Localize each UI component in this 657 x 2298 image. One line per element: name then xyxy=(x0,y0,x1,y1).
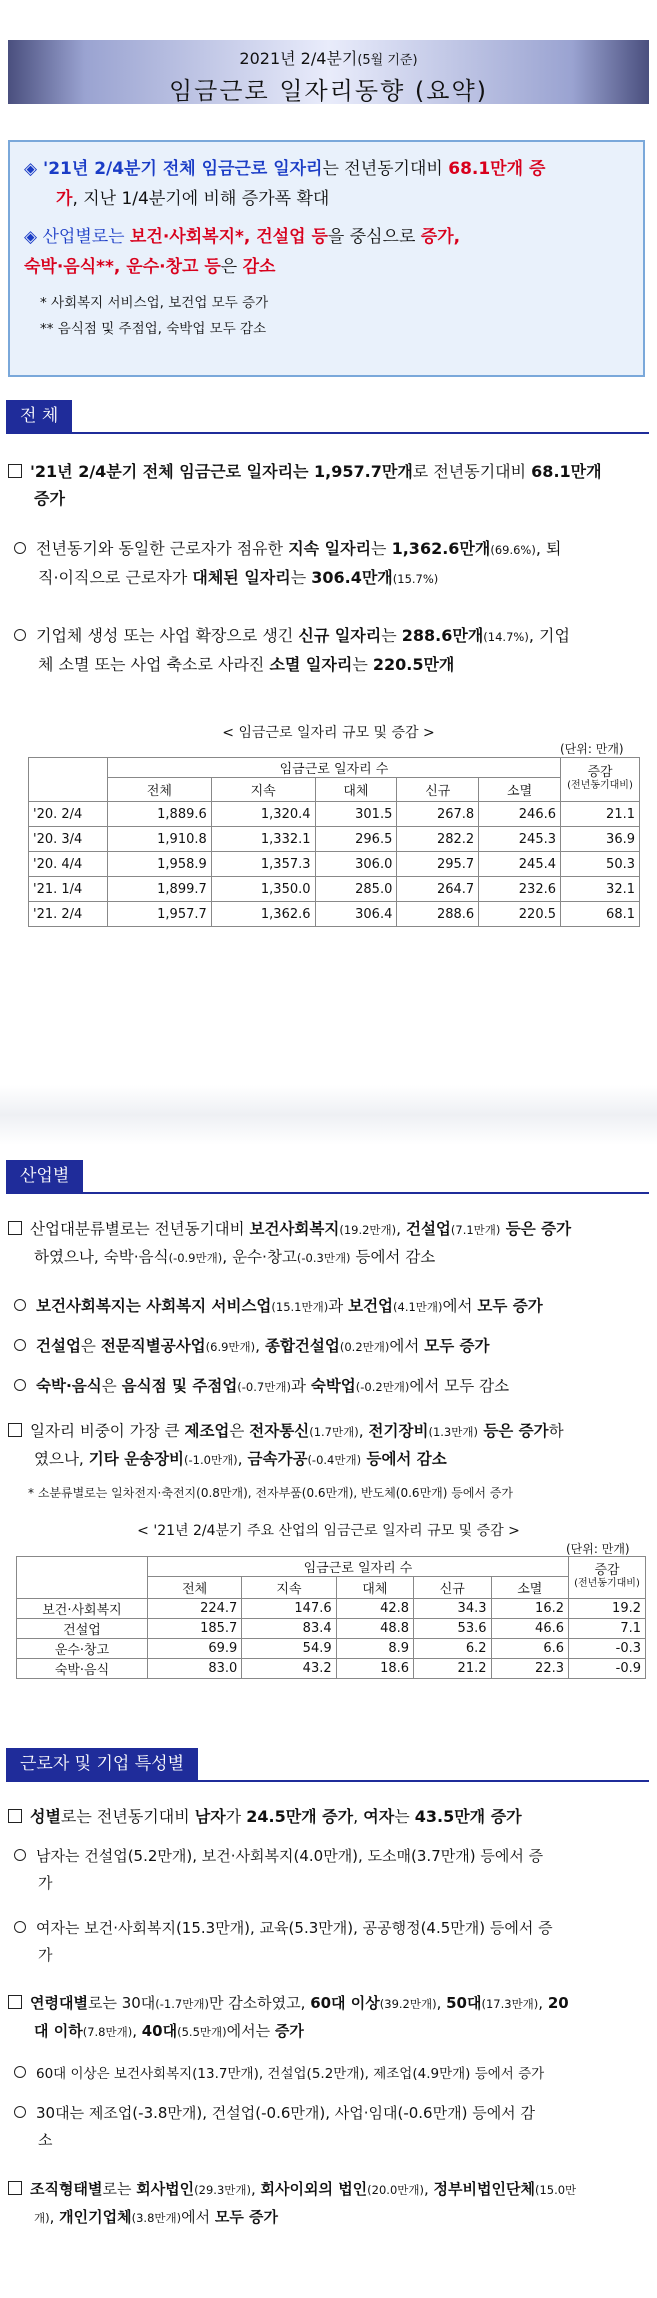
table-cell: 301.5 xyxy=(315,802,397,827)
table-cell: 1,320.4 xyxy=(211,802,315,827)
col-group-jobs: 임금근로 일자리 수 xyxy=(108,758,561,778)
title-banner xyxy=(8,40,649,104)
industry-para-2: 보건사회복지는 사회복지 서비스업(15.1만개)과 보건업(4.1만개)에서 모두 증가 xyxy=(14,1293,654,1321)
worker-para-2: 남자는 건설업(5.2만개), 보건·사회복지(4.0만개), 도소매(3.7만개) 등에서 증 가 xyxy=(14,1843,654,1897)
row-label: 숙박·음식 xyxy=(17,1659,148,1679)
industry-jobs-table xyxy=(16,1556,646,1679)
table-cell: 19.2 xyxy=(569,1599,646,1619)
table-cell: 232.6 xyxy=(479,877,561,902)
checkbox-bullet-icon xyxy=(8,1423,22,1437)
overall-para-3: 기업체 생성 또는 사업 확장으로 생긴 신규 일자리는 288.6만개(14.7%), 기업 체 소멸 또는 사업 축소로 사라진 소멸 일자리는 220.5만개 xyxy=(14,622,649,678)
row-label: '20. 4/4 xyxy=(29,852,108,877)
table-cell: 282.2 xyxy=(397,827,479,852)
overall-para-2: 전년동기와 동일한 근로자가 점유한 지속 일자리는 1,362.6만개(69.6%), 퇴 직·이직으로 근로자가 대체된 일자리는 306.4만개(15.7%) xyxy=(14,535,649,593)
table-cell: 1,362.6 xyxy=(211,902,315,927)
worker-para-6: 30대는 제조업(-3.8만개), 건설업(-0.6만개), 사업·임대(-0.6만개) 등에서 감 소 xyxy=(14,2100,654,2154)
col-change: 증감 (전년동기대비) xyxy=(569,1557,646,1599)
section-header-worker xyxy=(6,1748,649,1782)
row-label: '21. 2/4 xyxy=(29,902,108,927)
table-cell: 53.6 xyxy=(414,1619,491,1639)
table-cell: 245.3 xyxy=(479,827,561,852)
circle-bullet-icon xyxy=(14,2106,26,2118)
summary-line-1: ◈ '21년 2/4분기 전체 임금근로 일자리는 전년동기대비 68.1만개 증 xyxy=(24,159,546,179)
row-label: 보건·사회복지 xyxy=(17,1599,148,1619)
table-cell: 22.3 xyxy=(491,1659,569,1679)
table-cell: 264.7 xyxy=(397,877,479,902)
col-repl: 대체 xyxy=(315,778,397,802)
table-cell: 306.4 xyxy=(315,902,397,927)
table-cell: 42.8 xyxy=(336,1599,413,1619)
table-cell: 16.2 xyxy=(491,1599,569,1619)
table-cell: 7.1 xyxy=(569,1619,646,1639)
table-cell: 1,357.3 xyxy=(211,852,315,877)
industry-para-1: 산업대분류별로는 전년동기대비 보건사회복지(19.2만개), 건설업(7.1만개) 등은 증가 하였으나, 숙박·음식(-0.9만개), 운수·창고(-0.3만개) 등에서 감소 xyxy=(8,1216,653,1272)
table-cell: 185.7 xyxy=(148,1619,242,1639)
industry-para-3: 건설업은 전문직별공사업(6.9만개), 종합건설업(0.2만개)에서 모두 증가 xyxy=(14,1333,654,1361)
table-cell: 220.5 xyxy=(479,902,561,927)
circle-bullet-icon xyxy=(14,2066,26,2078)
table-row xyxy=(29,877,640,902)
table-cell: 46.6 xyxy=(491,1619,569,1639)
checkbox-bullet-icon xyxy=(8,1809,22,1823)
col-gone: 소멸 xyxy=(491,1577,569,1599)
table-cell: 1,910.8 xyxy=(108,827,212,852)
col-total: 전체 xyxy=(148,1577,242,1599)
table-row xyxy=(29,802,640,827)
table-row xyxy=(17,1639,646,1659)
table-cell: 6.6 xyxy=(491,1639,569,1659)
col-group-jobs: 임금근로 일자리 수 xyxy=(148,1557,569,1577)
checkbox-bullet-icon xyxy=(8,1995,22,2009)
table-cell: 1,958.9 xyxy=(108,852,212,877)
checkbox-bullet-icon xyxy=(8,2181,22,2195)
row-label: '20. 3/4 xyxy=(29,827,108,852)
table-cell: 21.2 xyxy=(414,1659,491,1679)
worker-para-4: 연령대별로는 30대(-1.7만개)만 감소하였고, 60대 이상(39.2만개), 50대(17.3만개), 20 대 이하(7.8만개), 40대(5.5만개)에서는 증가 xyxy=(8,1990,653,2046)
circle-bullet-icon xyxy=(14,1921,26,1933)
circle-bullet-icon xyxy=(14,542,26,554)
table-cell: -0.3 xyxy=(569,1639,646,1659)
row-label: 건설업 xyxy=(17,1619,148,1639)
overall-para-1: '21년 2/4분기 전체 임금근로 일자리는 1,957.7만개로 전년동기대비 68.1만개 증가 xyxy=(8,458,648,512)
circle-bullet-icon xyxy=(14,1299,26,1311)
industry-para-5: 일자리 비중이 가장 큰 제조업은 전자통신(1.7만개), 전기장비(1.3만개) 등은 증가하 였으나, 기타 운송장비(-1.0만개), 금속가공(-0.4만개) 등에서 감소 xyxy=(8,1418,653,1474)
table-row xyxy=(17,1599,646,1619)
section-header-industry xyxy=(6,1160,649,1194)
summary-box xyxy=(8,140,645,377)
table-cell: 50.3 xyxy=(561,852,640,877)
table-cell: 43.2 xyxy=(242,1659,336,1679)
page-divider xyxy=(0,1085,657,1145)
summary-line-4: 숙박·음식**, 운수·창고 등은 감소 xyxy=(24,257,276,277)
industry-table-caption: < '21년 2/4분기 주요 산업의 임금근로 일자리 규모 및 증감 > xyxy=(137,1523,520,1539)
table-cell: 48.8 xyxy=(336,1619,413,1639)
worker-para-5: 60대 이상은 보건사회복지(13.7만개), 건설업(5.2만개), 제조업(4.9만개) 등에서 증가 xyxy=(14,2061,654,2088)
industry-table-unit: (단위: 만개) xyxy=(566,1542,630,1556)
page-title: 임금근로 일자리동향 (요약) xyxy=(168,77,488,105)
table-row xyxy=(17,1619,646,1639)
table-cell: 36.9 xyxy=(561,827,640,852)
summary-line-3: ◈ 산업별로는 보건·사회복지*, 건설업 등을 중심으로 증가, xyxy=(24,227,461,247)
row-label: '20. 2/4 xyxy=(29,802,108,827)
table-cell: 69.9 xyxy=(148,1639,242,1659)
table-row xyxy=(29,827,640,852)
table-cell: 1,899.7 xyxy=(108,877,212,902)
section-tab-industry: 산업별 xyxy=(6,1160,83,1192)
worker-para-1: 성별로는 전년동기대비 남자가 24.5만개 증가, 여자는 43.5만개 증가 xyxy=(8,1803,653,1830)
col-new: 신규 xyxy=(397,778,479,802)
col-repl: 대체 xyxy=(336,1577,413,1599)
table-cell: 1,350.0 xyxy=(211,877,315,902)
industry-para-4: 숙박·음식은 음식점 및 주점업(-0.7만개)과 숙박업(-0.2만개)에서 모두 감소 xyxy=(14,1373,654,1401)
report-period: 2021년 2/4분기(5월 기준) xyxy=(239,49,418,68)
circle-bullet-icon xyxy=(14,1379,26,1391)
worker-para-3: 여자는 보건·사회복지(15.3만개), 교육(5.3만개), 공공행정(4.5만개) 등에서 증 가 xyxy=(14,1915,654,1969)
overall-table-unit: (단위: 만개) xyxy=(560,742,624,756)
col-cont: 지속 xyxy=(211,778,315,802)
industry-note: * 소분류별로는 일차전지·축전지(0.8만개), 전자부품(0.6만개), 반도체(0.6만개) 등에서 증가 xyxy=(28,1486,514,1500)
summary-note-2: ** 음식점 및 주점업, 숙박업 모두 감소 xyxy=(40,321,267,337)
table-cell: 34.3 xyxy=(414,1599,491,1619)
col-new: 신규 xyxy=(414,1577,491,1599)
table-cell: 83.0 xyxy=(148,1659,242,1679)
table-cell: 83.4 xyxy=(242,1619,336,1639)
row-label: '21. 1/4 xyxy=(29,877,108,902)
table-cell: 8.9 xyxy=(336,1639,413,1659)
table-cell: 68.1 xyxy=(561,902,640,927)
table-cell: 245.4 xyxy=(479,852,561,877)
table-row xyxy=(29,852,640,877)
table-row xyxy=(17,1659,646,1679)
section-tab-overall: 전 체 xyxy=(6,400,72,432)
table-cell: 1,332.1 xyxy=(211,827,315,852)
table-cell: 32.1 xyxy=(561,877,640,902)
table-cell: 306.0 xyxy=(315,852,397,877)
table-cell: 1,957.7 xyxy=(108,902,212,927)
table-cell: 6.2 xyxy=(414,1639,491,1659)
table-cell: 147.6 xyxy=(242,1599,336,1619)
section-tab-worker: 근로자 및 기업 특성별 xyxy=(6,1748,198,1780)
col-total: 전체 xyxy=(108,778,212,802)
col-change: 증감 (전년동기대비) xyxy=(561,758,640,802)
overall-jobs-table xyxy=(28,757,640,927)
checkbox-bullet-icon xyxy=(8,1221,22,1235)
table-cell: 54.9 xyxy=(242,1639,336,1659)
section-header-overall xyxy=(6,400,649,434)
table-cell: -0.9 xyxy=(569,1659,646,1679)
table-cell: 21.1 xyxy=(561,802,640,827)
worker-para-7: 조직형태별로는 회사법인(29.3만개), 회사이외의 법인(20.0만개), 정부비법인단체(15.0만 개), 개인기업체(3.8만개)에서 모두 증가 xyxy=(8,2176,653,2232)
circle-bullet-icon xyxy=(14,1849,26,1861)
summary-line-2: 가, 지난 1/4분기에 비해 증가폭 확대 xyxy=(56,189,330,209)
table-row xyxy=(29,902,640,927)
table-cell: 246.6 xyxy=(479,802,561,827)
col-cont: 지속 xyxy=(242,1577,336,1599)
checkbox-bullet-icon xyxy=(8,464,22,478)
table-cell: 224.7 xyxy=(148,1599,242,1619)
summary-note-1: * 사회복지 서비스업, 보건업 모두 증가 xyxy=(40,295,269,311)
row-label: 운수·창고 xyxy=(17,1639,148,1659)
table-cell: 295.7 xyxy=(397,852,479,877)
table-cell: 296.5 xyxy=(315,827,397,852)
table-cell: 18.6 xyxy=(336,1659,413,1679)
circle-bullet-icon xyxy=(14,629,26,641)
overall-table-caption: < 임금근로 일자리 규모 및 증감 > xyxy=(222,725,435,741)
circle-bullet-icon xyxy=(14,1339,26,1351)
table-cell: 1,889.6 xyxy=(108,802,212,827)
col-gone: 소멸 xyxy=(479,778,561,802)
table-cell: 288.6 xyxy=(397,902,479,927)
table-cell: 285.0 xyxy=(315,877,397,902)
table-cell: 267.8 xyxy=(397,802,479,827)
